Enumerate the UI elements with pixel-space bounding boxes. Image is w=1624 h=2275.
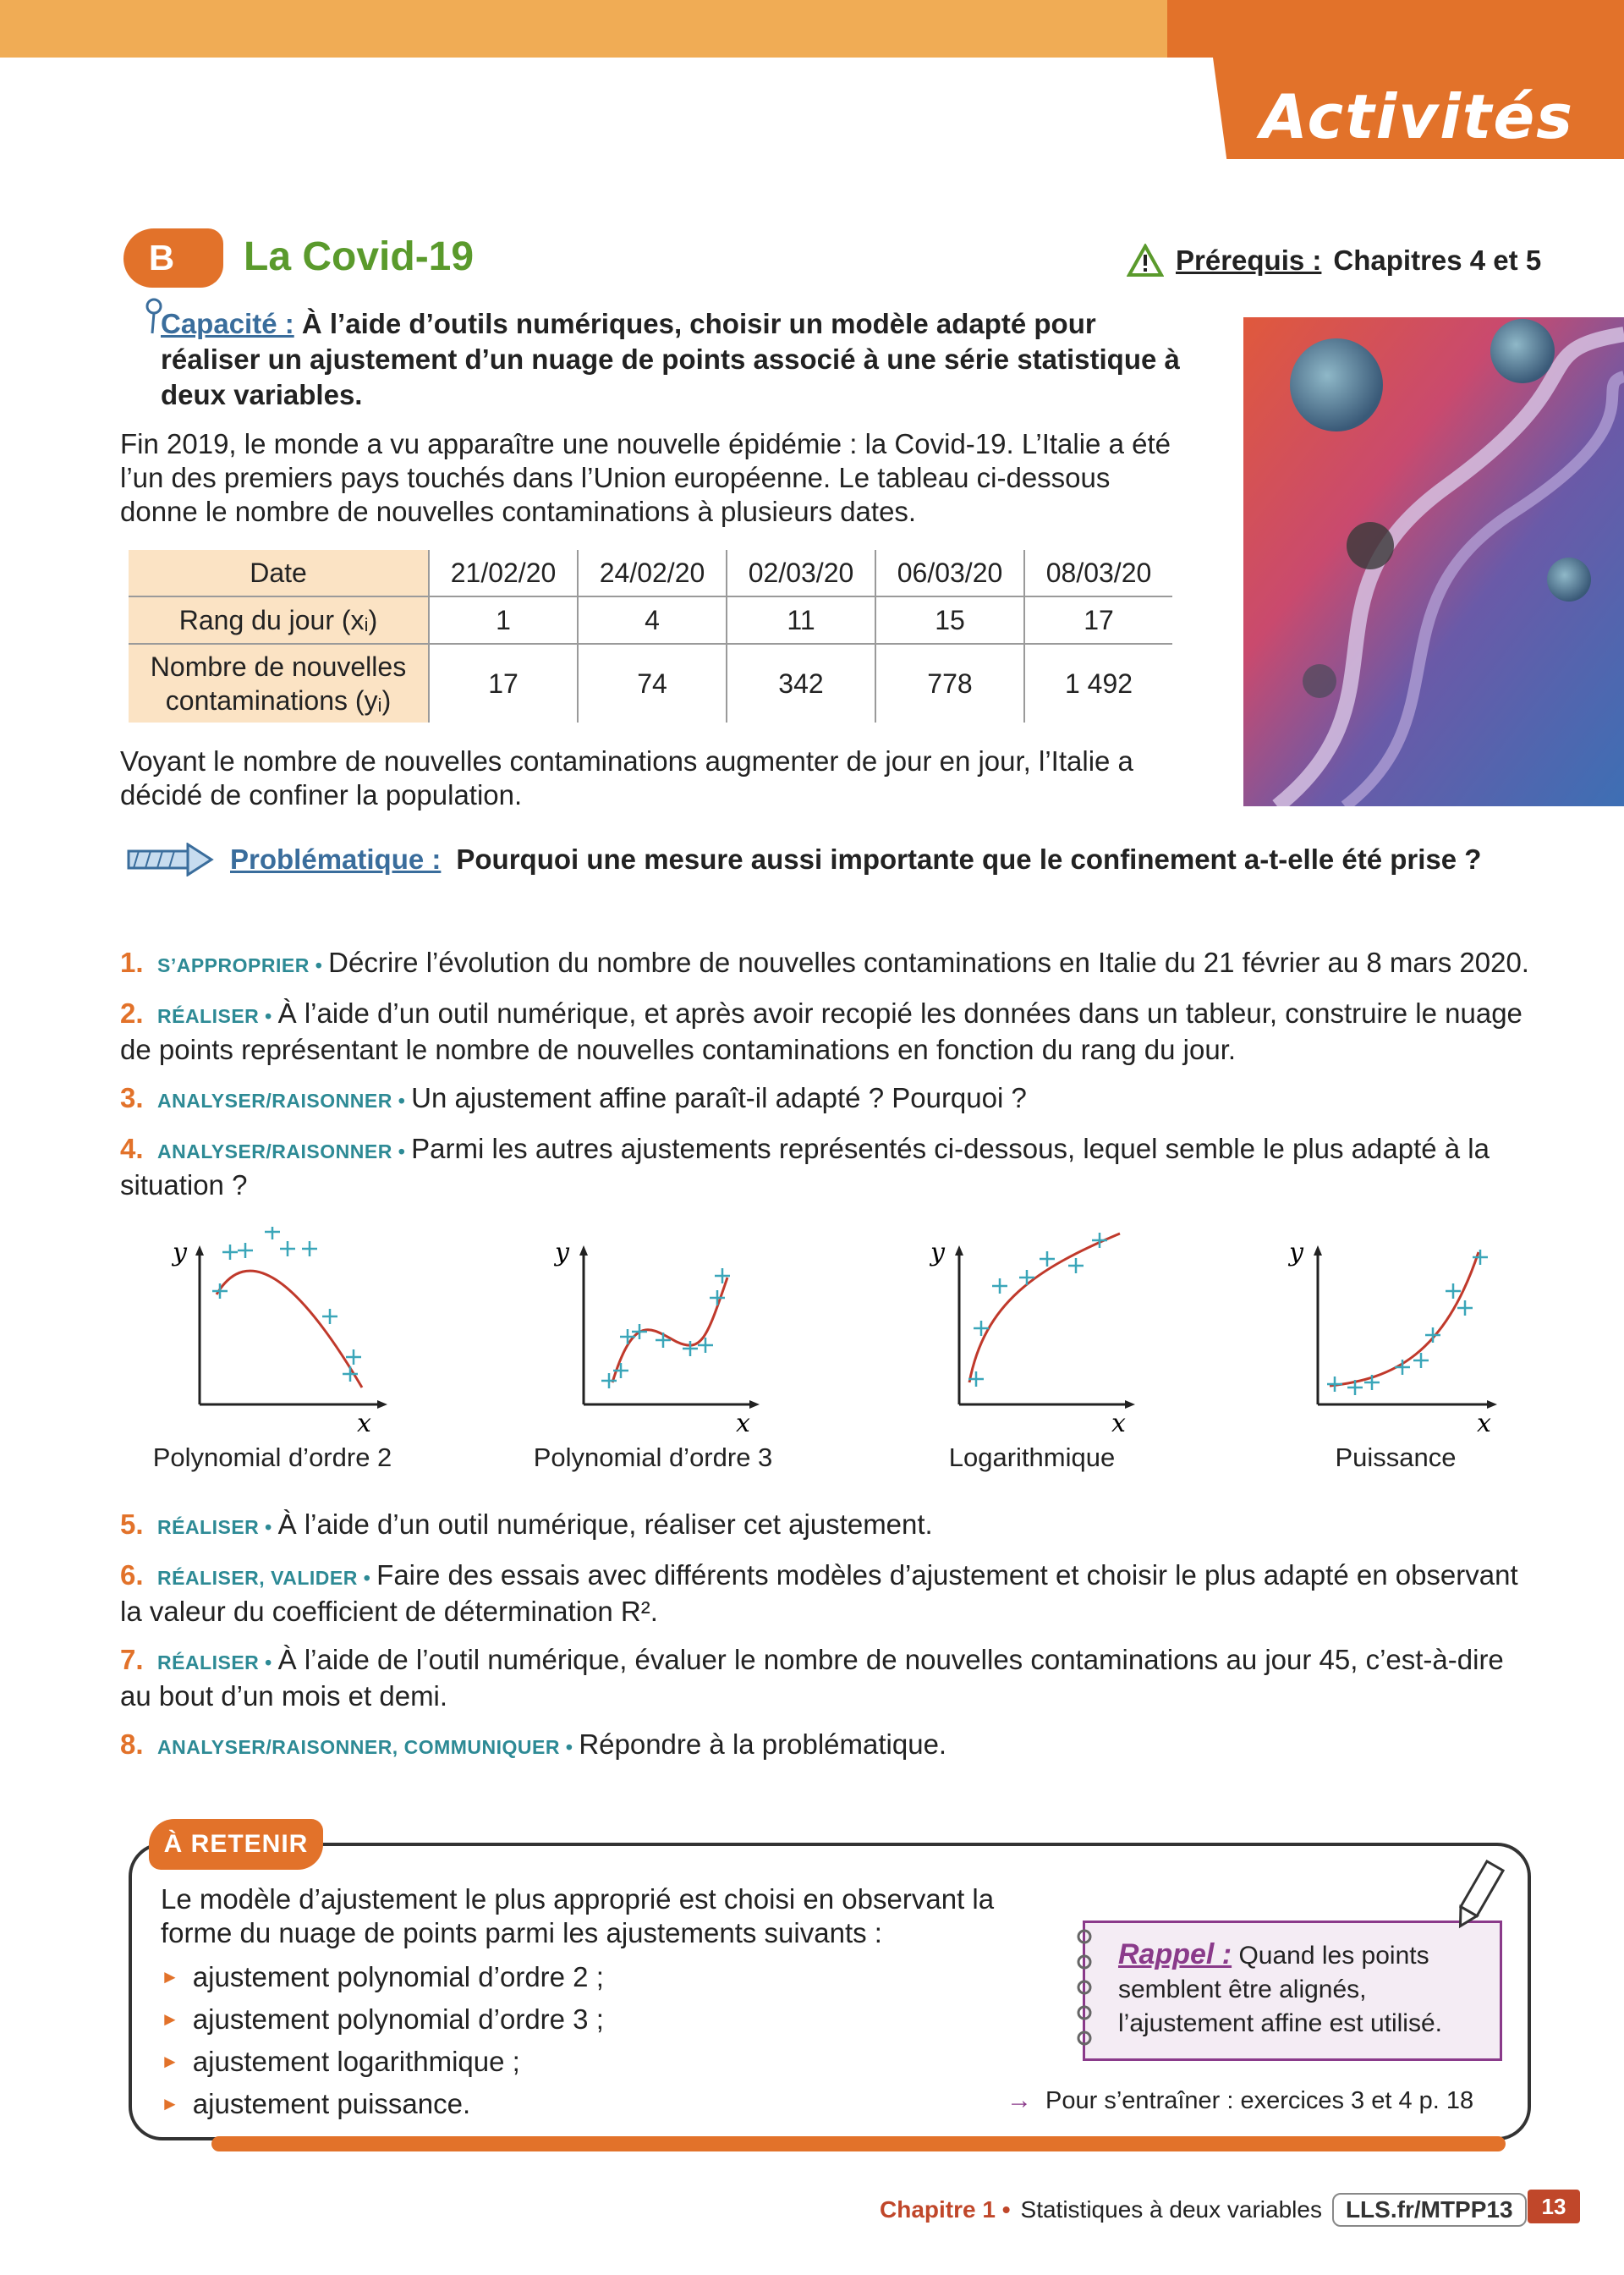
data-point-marker: [302, 1241, 317, 1256]
question-8: 8. ANALYSER/RAISONNER, COMMUNIQUER • Répondre à la problématique.: [120, 1728, 947, 1760]
page-title: Activités: [1260, 81, 1575, 152]
data-point-marker: [1446, 1283, 1461, 1299]
table-cell: 778: [875, 644, 1024, 723]
outro-paragraph: Voyant le nombre de nouvelles contaminations augmenter de jour en jour, l’Italie a décidé de confiner la population.: [120, 745, 1133, 811]
question-text: À l’aide d’un outil numérique, réaliser cet ajustement.: [277, 1508, 933, 1540]
graph-caption: Polynomial d’ordre 2: [152, 1442, 392, 1472]
question-number: 8.: [120, 1728, 144, 1760]
question-2: 2. RÉALISER • À l’aide d’un outil numérique, et après avoir recopié les données dans un tableur, construire le nuage de points représentant le nombre de nouvelles contaminations en fonction du rang du jour.: [120, 997, 1522, 1065]
fit-curve: [969, 1234, 1120, 1382]
problem-statement: [127, 843, 1481, 876]
axis-label-y: y: [1289, 1238, 1303, 1267]
question-number: 5.: [120, 1508, 144, 1540]
list-item: ► ajustement logarithmique ;: [161, 2041, 604, 2083]
practice-link[interactable]: → Pour s’entraîner : exercices 3 et 4 p. 18: [1007, 2086, 1474, 2114]
list-item: ► ajustement polynomial d’ordre 3 ;: [161, 1998, 604, 2041]
row-header-cases: Nombre de nouvelles contaminations (yᵢ): [129, 644, 429, 723]
table-cell: 74: [578, 644, 727, 723]
prereq-label: Prérequis :: [1176, 245, 1322, 276]
page-number: 13: [1528, 2190, 1580, 2223]
question-4: 4. ANALYSER/RAISONNER • Parmi les autres ajustements représentés ci-dessous, lequel semble le plus adapté à la situation ?: [120, 1133, 1490, 1201]
graph-poly3: [550, 1227, 804, 1438]
axis-label-y: y: [930, 1238, 945, 1267]
table-cell: 02/03/20: [727, 550, 875, 596]
reminder-text: [1118, 1937, 1490, 2041]
table-row: [129, 644, 1172, 723]
question-skill: ANALYSER/RAISONNER: [157, 1090, 392, 1112]
data-point-marker: [656, 1333, 671, 1348]
fit-curve: [217, 1271, 362, 1388]
graph-caption: Puissance: [1335, 1442, 1457, 1472]
question-skill: ANALYSER/RAISONNER, COMMUNIQUER: [157, 1736, 560, 1758]
capacity: [161, 306, 1193, 413]
triangle-bullet-icon: ►: [161, 2093, 179, 2114]
fit-curve: [1330, 1252, 1479, 1386]
graph-caption: Polynomial d’ordre 3: [533, 1442, 773, 1472]
fit-curve: [612, 1278, 727, 1382]
capacity-text: À l’aide d’outils numériques, choisir un modèle adapté pour réaliser un ajustement d’un nuage de points associé à une série statistique à deux variables.: [161, 308, 1180, 410]
axis-label-x: x: [357, 1409, 371, 1438]
problem-text: Pourquoi une mesure aussi importante que le confinement a-t-elle été prise ?: [456, 844, 1482, 875]
question-skill: RÉALISER: [157, 1516, 260, 1538]
question-text: Faire des essais avec différents modèles d’ajustement et choisir le plus adapté en observant la valeur du coefficient de détermination R².: [120, 1559, 1518, 1627]
table-cell: 06/03/20: [875, 550, 1024, 596]
question-text: Décrire l’évolution du nombre de nouvelles contaminations en Italie du 21 février au 8 mars 2020.: [328, 947, 1529, 978]
graph-power: [1284, 1227, 1538, 1438]
warning-icon: [1127, 244, 1164, 278]
question-3: 3. ANALYSER/RAISONNER • Un ajustement affine paraît-il adapté ? Pourquoi ?: [120, 1082, 1027, 1113]
question-skill: RÉALISER, VALIDER: [157, 1567, 358, 1589]
triangle-bullet-icon: ►: [161, 1966, 179, 1987]
footer: [880, 2193, 1527, 2227]
question-text: Répondre à la problématique.: [579, 1728, 947, 1760]
graph-caption: Logarithmique: [948, 1442, 1116, 1472]
question-number: 6.: [120, 1559, 144, 1591]
table-row: [129, 596, 1172, 644]
retain-list: [161, 1956, 604, 2125]
question-text: Parmi les autres ajustements représentés ci-dessous, lequel semble le plus adapté à la situation ?: [120, 1133, 1490, 1201]
graph-log: [925, 1227, 1179, 1438]
data-point-marker: [715, 1268, 730, 1283]
question-skill: RÉALISER: [157, 1005, 260, 1027]
data-point-marker: [1327, 1377, 1342, 1392]
data-point-marker: [238, 1243, 253, 1258]
data-point-marker: [322, 1309, 337, 1324]
section-letter-badge: B: [123, 228, 223, 288]
data-point-marker: [343, 1366, 358, 1382]
reminder-label: Rappel :: [1118, 1938, 1232, 1970]
pencil-icon: [1448, 1858, 1507, 1934]
question-text: Un ajustement affine paraît-il adapté ? Pourquoi ?: [411, 1082, 1027, 1113]
question-1: 1. S’APPROPRIER • Décrire l’évolution du nombre de nouvelles contaminations en Italie du 21 février au 8 mars 2020.: [120, 947, 1529, 978]
data-point-marker: [1364, 1375, 1380, 1390]
table-cell: 11: [727, 596, 875, 644]
table-row: [129, 550, 1172, 596]
table-cell: 15: [875, 596, 1024, 644]
triangle-bullet-icon: ►: [161, 2051, 179, 2072]
table-cell: 17: [429, 644, 578, 723]
data-point-marker: [1457, 1300, 1473, 1316]
intro-paragraph: Fin 2019, le monde a vu apparaître une nouvelle épidémie : la Covid-19. L’Italie a été l’un des premiers pays touchés dans l’Union européenne. Le tableau ci-dessous donne le nombre de nouvelles contaminations à plusieurs dates.: [120, 428, 1171, 527]
question-number: 4.: [120, 1133, 144, 1164]
table-cell: 1: [429, 596, 578, 644]
axis-label-y: y: [173, 1238, 187, 1267]
data-point-marker: [212, 1283, 228, 1299]
problem-label: Problématique :: [230, 844, 442, 875]
table-cell: 17: [1024, 596, 1172, 644]
data-point-marker: [1019, 1270, 1034, 1285]
question-skill: ANALYSER/RAISONNER: [157, 1140, 392, 1162]
arrow-right-icon: →: [1007, 2086, 1032, 2114]
question-number: 3.: [120, 1082, 144, 1113]
question-text: À l’aide de l’outil numérique, évaluer le nombre de nouvelles contaminations au jour 45, c’est-à-dire au bout d’un mois et demi.: [120, 1644, 1504, 1712]
section-title: La Covid-19: [244, 234, 475, 279]
virus-dna-illustration: [1243, 317, 1624, 806]
question-7: 7. RÉALISER • À l’aide de l’outil numérique, évaluer le nombre de nouvelles contaminations au jour 45, c’est-à-dire au bout d’un mois et demi.: [120, 1644, 1504, 1712]
question-skill: S’APPROPRIER: [157, 954, 310, 976]
data-point-marker: [280, 1241, 295, 1256]
triangle-bullet-icon: ►: [161, 2008, 179, 2030]
question-6: 6. RÉALISER, VALIDER • Faire des essais avec différents modèles d’ajustement et choisir le plus adapté en observant la valeur du coefficient de détermination R².: [120, 1559, 1518, 1627]
graph-poly2: [169, 1227, 423, 1438]
table-cell: 342: [727, 644, 875, 723]
table-cell: 21/02/20: [429, 550, 578, 596]
spiral-binding-icon: [1074, 1925, 1095, 2052]
data-point-marker: [1040, 1251, 1055, 1267]
prerequisites: [1127, 244, 1541, 278]
data-point-marker: [222, 1245, 238, 1260]
footer-chapter: Chapitre 1 •: [880, 2196, 1011, 2223]
axis-label-x: x: [1477, 1409, 1491, 1438]
retain-text: Le modèle d’ajustement le plus approprié est choisi en observant la forme du nuage de points parmi les ajustements suivants :: [161, 1883, 995, 1948]
pencil-arrow-icon: [127, 843, 215, 876]
data-point-marker: [1068, 1258, 1084, 1273]
question-number: 1.: [120, 947, 144, 978]
table-cell: 08/03/20: [1024, 550, 1172, 596]
row-header-date: Date: [129, 550, 429, 596]
footer-link[interactable]: LLS.fr/MTPP13: [1332, 2193, 1527, 2227]
question-number: 7.: [120, 1644, 144, 1675]
table-cell: 4: [578, 596, 727, 644]
question-text: À l’aide d’un outil numérique, et après avoir recopié les données dans un tableur, construire le nuage de points représentant le nombre de nouvelles contaminations en fonction du rang du jour.: [120, 997, 1522, 1065]
question-5: 5. RÉALISER • À l’aide d’un outil numérique, réaliser cet ajustement.: [120, 1508, 933, 1540]
reminder-body: Quand les points semblent être alignés, l’ajustement affine est utilisé.: [1118, 1942, 1442, 2037]
data-point-marker: [1395, 1360, 1410, 1375]
row-header-rank: Rang du jour (xᵢ): [129, 596, 429, 644]
footer-subject: Statistiques à deux variables: [1020, 2196, 1322, 2223]
prereq-text: Chapitres 4 et 5: [1333, 245, 1542, 276]
retain-underline: [211, 2136, 1506, 2151]
axis-label-x: x: [1111, 1409, 1126, 1438]
table-cell: 1 492: [1024, 644, 1172, 723]
data-point-marker: [346, 1349, 361, 1365]
data-table: [129, 550, 1172, 723]
data-point-marker: [992, 1278, 1007, 1294]
question-number: 2.: [120, 997, 144, 1029]
list-item: ► ajustement puissance.: [161, 2083, 604, 2125]
axis-label-y: y: [555, 1238, 569, 1267]
axis-label-x: x: [736, 1409, 750, 1438]
list-item: ► ajustement polynomial d’ordre 2 ;: [161, 1956, 604, 1998]
retain-badge: À RETENIR: [149, 1819, 323, 1870]
capacity-label: Capacité :: [161, 308, 294, 339]
question-skill: RÉALISER: [157, 1651, 260, 1673]
data-point-marker: [265, 1227, 280, 1239]
table-cell: 24/02/20: [578, 550, 727, 596]
